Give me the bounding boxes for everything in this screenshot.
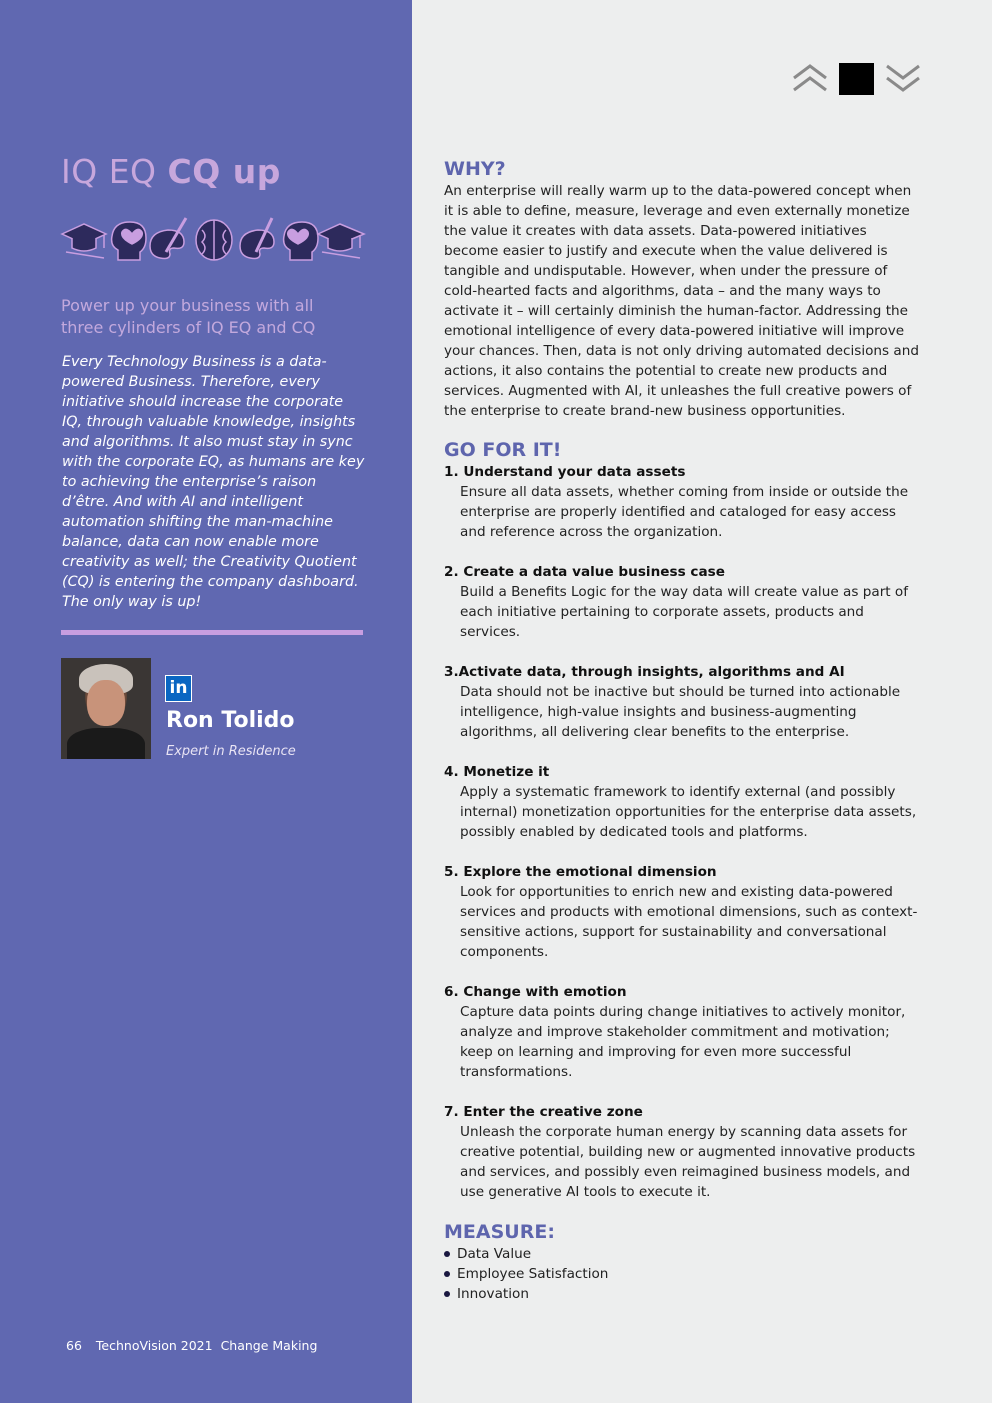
go-for-it-section xyxy=(444,438,924,1202)
step-description: Capture data points during change initiatives to actively monitor, analyze and improve stakeholder commitment and motivation; keep on learning and improving for even more successful transformations. xyxy=(460,1004,906,1080)
author-name: Ron Tolido xyxy=(166,708,295,733)
step-description: Apply a systematic framework to identify external (and possibly internal) monetization opportunities for the enterprise data assets, possibly enabled by dedicated tools and platforms. xyxy=(460,784,917,840)
step-description: Data should not be inactive but should be turned into actionable intelligence, high-value insights and business-augmenting algorithms, all delivering clear benefits to the enterprise. xyxy=(460,684,901,740)
step-item xyxy=(444,462,924,542)
bullet-icon xyxy=(444,1291,450,1297)
square-stop-icon[interactable] xyxy=(839,63,874,95)
double-chevron-down-icon[interactable] xyxy=(885,62,921,94)
palette-icon xyxy=(240,218,274,259)
title-bold: CQ up xyxy=(167,152,281,191)
step-title: 4. Monetize it xyxy=(444,764,550,780)
list-item xyxy=(444,1244,924,1264)
publication-name: TechnoVision 2021 xyxy=(95,1338,213,1353)
brain-icon xyxy=(196,220,232,260)
author-role: Expert in Residence xyxy=(166,744,296,759)
measure-item: Innovation xyxy=(457,1286,529,1302)
step-item xyxy=(444,982,924,1082)
divider xyxy=(61,630,363,635)
tagline: Power up your business with all three cylinders of IQ EQ and CQ xyxy=(61,296,316,337)
why-text: An enterprise will really warm up to the data-powered concept when it is able to define, measure, leverage and even externally monetize the value it creates with data assets. Data-powered initiatives become easier to justify and execute when the value delivered is tangible and undisputable. However, when under the pressure of cold-hearted facts and algorithms, data – and the many ways to activate it – will certainly diminish the human-factor. Addressing the emotional intelligence of every data-powered initiative will improve your chances. Then, data is not only driving automated decisions and actions, it also contains the potential to create new products and services. Augmented with AI, it unleashes the full creative powers of the enterprise to create brand-new business opportunities. xyxy=(444,183,920,419)
page-navigation xyxy=(792,62,922,96)
palette-icon xyxy=(150,218,186,259)
step-title: 7. Enter the creative zone xyxy=(444,1104,643,1120)
section-name: Change Making xyxy=(220,1338,318,1353)
author-photo-face xyxy=(87,680,125,726)
step-title: 1. Understand your data assets xyxy=(444,464,686,480)
measure-item: Data Value xyxy=(457,1246,532,1262)
page-title xyxy=(61,152,281,191)
head-heart-icon xyxy=(112,222,146,260)
step-description: Ensure all data assets, whether coming from inside or outside the enterprise are properly identified and cataloged for easy access and reference across the organization. xyxy=(460,484,909,540)
measure-list xyxy=(444,1244,924,1304)
graduation-cap-icon xyxy=(318,224,364,258)
measure-section xyxy=(444,1220,924,1304)
title-regular: IQ EQ xyxy=(61,152,168,191)
why-heading: WHY? xyxy=(444,158,506,180)
measure-heading: MEASURE: xyxy=(444,1221,555,1243)
list-item xyxy=(444,1284,924,1304)
sidebar xyxy=(0,0,412,1403)
step-title: 3.Activate data, through insights, algorithms and AI xyxy=(444,664,845,680)
main-content xyxy=(444,157,924,1304)
go-for-it-heading: GO FOR IT! xyxy=(444,439,562,461)
author-photo xyxy=(61,658,151,759)
step-description: Look for opportunities to enrich new and existing data-powered services and products with emotional dimensions, such as context-sensitive actions, support for sustainability and conversational components. xyxy=(460,884,918,960)
step-item xyxy=(444,562,924,642)
step-description: Build a Benefits Logic for the way data will create value as part of each initiative pertaining to corporate assets, products and services. xyxy=(460,584,909,640)
intro-text: Every Technology Business is a data-powered Business. Therefore, every initiative should increase the corporate IQ, through valuable knowledge, insights and algorithms. It also must stay in sync with the corporate EQ, as humans are key to achieving the enterprise’s raison d’être. And with AI and intelligent automation shifting the man-machine balance, data can now enable more creativity as well; the Creativity Quotient (CQ) is entering the company dashboard. The only way is up! xyxy=(62,354,365,610)
bullet-icon xyxy=(444,1271,450,1277)
graduation-cap-icon xyxy=(62,224,106,258)
step-item xyxy=(444,662,924,742)
author-photo-body xyxy=(67,728,145,759)
step-title: 2. Create a data value business case xyxy=(444,564,725,580)
step-title: 6. Change with emotion xyxy=(444,984,627,1000)
page-footer xyxy=(66,1338,317,1353)
linkedin-icon[interactable]: in xyxy=(165,675,192,702)
iq-eq-cq-icon-strip xyxy=(60,212,366,266)
step-item xyxy=(444,862,924,962)
list-item xyxy=(444,1264,924,1284)
why-section xyxy=(444,157,924,421)
step-item xyxy=(444,1102,924,1202)
head-heart-icon xyxy=(284,222,318,260)
steps-list xyxy=(444,462,924,1202)
step-title: 5. Explore the emotional dimension xyxy=(444,864,717,880)
step-description: Unleash the corporate human energy by scanning data assets for creative potential, building new or augmented innovative products and services, and possibly even reimagined business models, and use generative AI tools to execute it. xyxy=(460,1124,916,1200)
bullet-icon xyxy=(444,1251,450,1257)
double-chevron-up-icon[interactable] xyxy=(792,62,828,94)
page-number: 66 xyxy=(66,1338,82,1353)
step-item xyxy=(444,762,924,842)
measure-item: Employee Satisfaction xyxy=(457,1266,609,1282)
